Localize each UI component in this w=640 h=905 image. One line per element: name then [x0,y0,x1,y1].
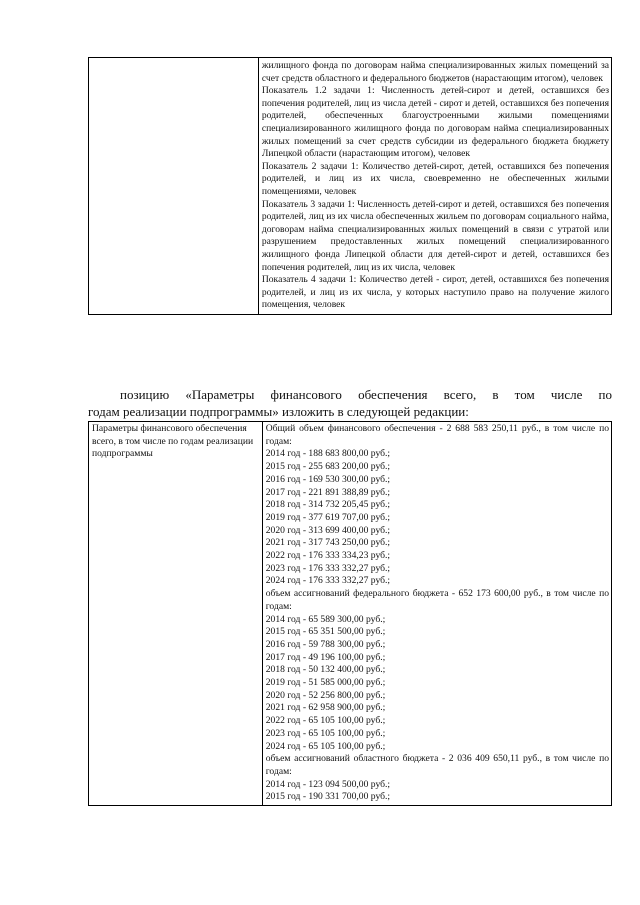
indicators-table [88,57,612,315]
indicator-paragraph: Показатель 3 задачи 1: Численность детей-сирот и детей, оставшихся без попечения родителей, лиц из их числа обеспеченных жильем по договорам социального найма, договорам найма специализированных жилых помещений в связи с утратой или разрушением предоставленных жилых помещений специализированного жилищного фонда Липецкой области для детей-сирот и детей, оставшихся без попечения родителей, лиц из их числа, человек [261,198,609,273]
indicators-cell [258,58,611,315]
financing-year-line: 2021 год - 317 743 250,00 руб.; [265,537,391,549]
financing-year-line: 2015 год - 255 683 200,00 руб.; [265,461,391,473]
indicator-paragraph: Показатель 4 задачи 1: Количество детей - сирот, детей, оставшихся без попечения родителей, и лиц из их числа, у которых наступило право на получение жилого помещения, человек [261,274,609,311]
financing-year-line: 2016 год - 169 530 300,00 руб.; [265,473,391,485]
regional-budget-line: объем ассигнований областного бюджета - 2 036 409 650,11 руб., в том числе по годам: [265,753,609,777]
financing-values-cell [262,422,611,806]
table-cell-empty [89,58,259,315]
financing-year-line: 2018 год - 50 132 400,00 руб.; [265,664,386,676]
financing-year-line: 2022 год - 176 333 334,23 руб.; [265,550,391,562]
financing-year-line: 2020 год - 313 699 400,00 руб.; [265,524,391,536]
indicator-paragraph: жилищного фонда по договорам найма специализированных жилых помещений за счет средств областного и федерального бюджетов (нарастающим итогом), человек [261,60,609,84]
financing-year-line: 2017 год - 221 891 388,89 руб.; [265,486,391,498]
financing-year-line: 2022 год - 65 105 100,00 руб.; [265,715,386,727]
amendment-line: годам реализации подпрограммы» изложить в следующей редакции: [88,404,469,419]
financing-year-line: 2021 год - 62 958 900,00 руб.; [265,702,386,714]
financing-year-line: 2023 год - 176 333 332,27 руб.; [265,562,391,574]
financing-year-line: 2018 год - 314 732 205,45 руб.; [265,499,391,511]
amendment-line: позицию «Параметры финансового обеспечения всего, в том числе по [120,387,612,402]
federal-budget-line: объем ассигнований федерального бюджета - 652 173 600,00 руб., в том числе по годам: [265,588,609,612]
financing-year-line: 2023 год - 65 105 100,00 руб.; [265,727,386,739]
financing-total-line: Общий объем финансового обеспечения - 2 688 583 250,11 руб., в том числе по годам: [265,423,609,447]
financing-year-line: 2015 год - 190 331 700,00 руб.; [265,791,391,803]
indicator-paragraph: Показатель 2 задачи 1: Количество детей-сирот, детей, оставшихся без попечения родителей, и лиц из их числа, своевременно не обеспеченных жилыми помещениями, человек [261,160,609,197]
financing-year-line: 2016 год - 59 788 300,00 руб.; [265,638,386,650]
financing-label-cell: Параметры финансового обеспечения всего, в том числе по годам реализации подпрограммы [89,422,263,806]
financing-year-line: 2014 год - 188 683 800,00 руб.; [265,448,391,460]
financing-year-line: 2019 год - 377 619 707,00 руб.; [265,511,391,523]
financing-year-line: 2024 год - 65 105 100,00 руб.; [265,740,386,752]
financing-table [88,421,612,806]
financing-year-line: 2017 год - 49 196 100,00 руб.; [265,651,386,663]
financing-year-line: 2024 год - 176 333 332,27 руб.; [265,575,391,587]
financing-year-line: 2014 год - 65 589 300,00 руб.; [265,613,386,625]
table-row [89,422,612,806]
financing-year-line: 2014 год - 123 094 500,00 руб.; [265,778,391,790]
financing-year-line: 2020 год - 52 256 800,00 руб.; [265,689,386,701]
amendment-text [88,386,612,420]
indicator-paragraph: Показатель 1.2 задачи 1: Численность детей-сирот и детей, оставшихся без попечения родителей, лиц из числа детей - сирот и детей, оставшихся без попечения родителей, обеспеченных благоустроенными жилыми помещениями специализированного жилищного фонда по договорам найма специализированных жилых помещений за счет средств субсидии из федерального бюджета бюджету Липецкой области (нарастающим итогом), человек [261,85,609,160]
financing-year-line: 2015 год - 65 351 500,00 руб.; [265,626,386,638]
table-row [89,58,612,315]
financing-year-line: 2019 год - 51 585 000,00 руб.; [265,677,386,689]
